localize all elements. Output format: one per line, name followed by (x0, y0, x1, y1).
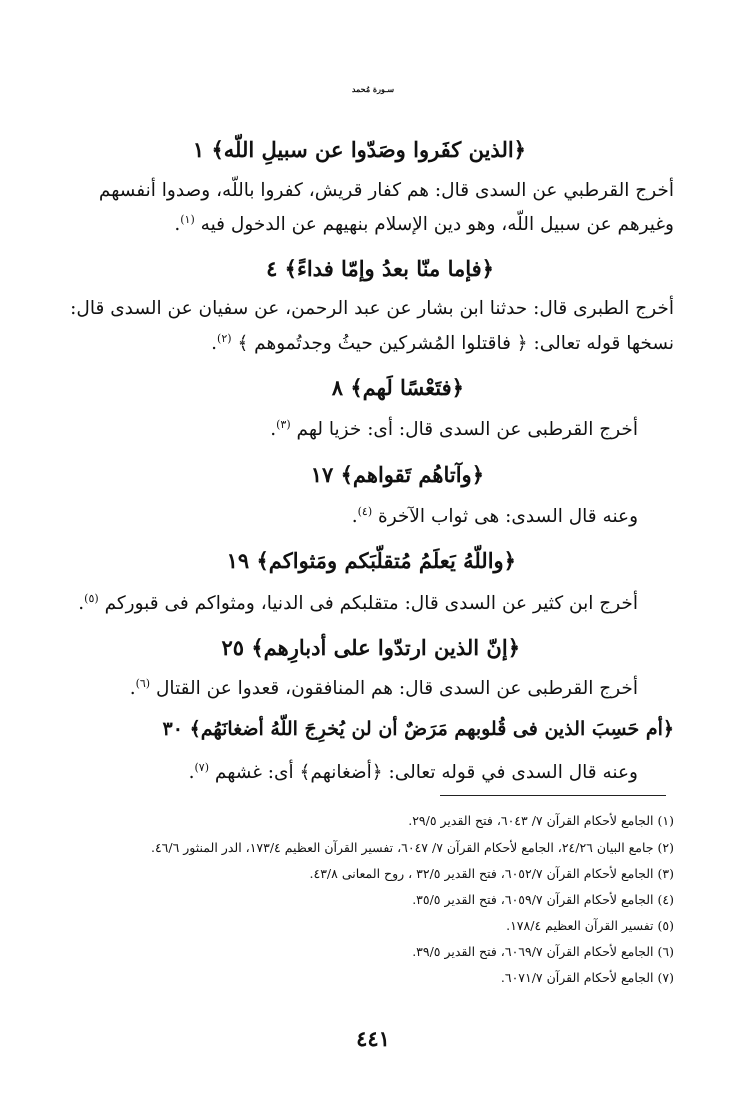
verse-text: ﴿أم حَسِبَ الذين فى قُلوبهم مَرَضٌ أن لن يُخرِجَ اللّهُ أضغانَهُم﴾ (189, 718, 674, 740)
commentary-line: أخرج القرطبى عن السدى قال: أى: خزيا لهم $^{(٣)}$. (270, 418, 638, 441)
verse-number: ١ (192, 137, 205, 162)
verse-text: ﴿فإما منّا بعدُ وإمّا فداءً﴾ (284, 256, 494, 281)
verse-text: ﴿فتَعْسًا لَهم﴾ (350, 375, 464, 400)
verse-heading (193, 137, 526, 162)
verse-number: ٢٥ (221, 635, 245, 660)
commentary-text: وعنه قال السدى: هى ثواب الآخرة (378, 506, 638, 528)
footnote-reference[interactable]: (٥) (84, 592, 99, 605)
verse-text: ﴿وآتاهُم تَقواهم﴾ (340, 462, 484, 487)
footnote: (٦) الجامع لأحكام القرآن ٦٠٦٩/٧، فتح القدير ٣٩/٥. (412, 944, 674, 959)
commentary-line: نسخها قوله تعالى: ﴿ فاقتلوا المُشركين حيثُ وجدتُموهم ﴾ $^{(٢)}$. (211, 332, 674, 355)
footnote: (٢) جامع البيان ٢٤/٢٦، الجامع لأحكام القرآن ٧/ ٦٠٤٧، تفسير القرآن العظيم ١٧٣/٤، الدر المنثور ٤٦/٦. (150, 840, 674, 855)
commentary-line: أخرج القرطبي عن السدى قال: هم كفار قريش، كفروا باللّه، وصدوا أنفسهم (98, 180, 674, 201)
footnote: (٧) الجامع لأحكام القرآن ٦٠٧١/٧. (500, 970, 674, 985)
page-number: ٤٤١ (356, 1026, 390, 1051)
footnote: (٣) الجامع لأحكام القرآن ٦٠٥٢/٧، فتح القدير ٣٢/٥ ، روح المعانى ٤٣/٨. (309, 866, 674, 881)
surah-title: سـورة مُحمد (351, 84, 395, 94)
verse-heading (227, 548, 516, 573)
commentary-text: نسخها قوله تعالى: ﴿ فاقتلوا المُشركين حيثُ وجدتُموهم ﴾ (237, 333, 674, 355)
commentary-line: وغيرهم عن سبيل اللّه، وهو دين الإسلام بنهيهم عن الدخول فيه $^{(١)}$. (174, 213, 674, 236)
verse-number: ٨ (331, 375, 344, 400)
commentary-text: أخرج ابن كثير عن السدى قال: متقلبكم فى الدنيا، ومثواكم فى قبوركم (104, 593, 638, 615)
footnote-reference[interactable]: (٦) (135, 677, 151, 690)
verse-number: ٤ (266, 256, 278, 281)
commentary-text: أخرج القرطبى عن السدى قال: أى: خزيا لهم (296, 419, 638, 441)
commentary-line: وعنه قال السدى في قوله تعالى: ﴿أضغانهم﴾ أى: غشهم $^{(٧)}$. (188, 761, 638, 784)
footnote-reference[interactable]: (٧) (194, 761, 210, 774)
footnote-reference[interactable]: (١) (180, 213, 195, 226)
verse-number: ٣٠ (162, 718, 183, 740)
commentary-line: وعنه قال السدى: هى ثواب الآخرة $^{(٤)}$. (351, 505, 638, 528)
commentary-text: أخرج القرطبى عن السدى قال: هم المنافقون، قعدوا عن القتال (155, 678, 638, 700)
footnote-reference[interactable]: (٤) (357, 505, 373, 518)
footnote-reference[interactable]: (٣) (276, 418, 291, 431)
footnote: (٥) تفسير القرآن العظيم ١٧٨/٤. (506, 918, 674, 933)
verse-number: ١٩ (226, 548, 250, 573)
footnote: (٤) الجامع لأحكام القرآن ٦٠٥٩/٧، فتح القدير ٣٥/٥. (412, 892, 674, 907)
verse-text: ﴿إنّ الذين ارتدّوا على أدبارِهم﴾ (251, 635, 520, 660)
footnote-separator (440, 795, 666, 796)
commentary-line: أخرج ابن كثير عن السدى قال: متقلبكم فى الدنيا، ومثواكم فى قبوركم $^{(٥)}$. (78, 592, 638, 615)
footnote-reference[interactable]: (٢) (217, 332, 232, 345)
commentary-line: أخرج الطبرى قال: حدثنا ابن بشار عن عبد الرحمن، عن سفيان عن السدى قال: (70, 298, 674, 319)
commentary-text: وعنه قال السدى في قوله تعالى: ﴿أضغانهم﴾ أى: غشهم (214, 762, 638, 784)
verse-number: ١٧ (310, 462, 334, 487)
verse-heading (311, 462, 484, 487)
commentary-line: أخرج القرطبى عن السدى قال: هم المنافقون، قعدوا عن القتال $^{(٦)}$. (129, 677, 638, 700)
verse-text: ﴿واللّهُ يَعلَمُ مُتقلّبَكم ومَثواكم﴾ (256, 548, 516, 573)
verse-heading (163, 718, 674, 740)
verse-text: ﴿الذين كفَروا وصَدّوا عن سبيلِ اللّه﴾ (211, 137, 526, 162)
commentary-text: وغيرهم عن سبيل اللّه، وهو دين الإسلام بنهيهم عن الدخول فيه (200, 214, 674, 236)
footnote: (١) الجامع لأحكام القرآن ٧/ ٦٠٤٣، فتح القدير ٢٩/٥. (408, 813, 674, 828)
verse-heading (266, 256, 494, 281)
verse-heading (332, 375, 464, 400)
verse-heading (222, 635, 521, 660)
